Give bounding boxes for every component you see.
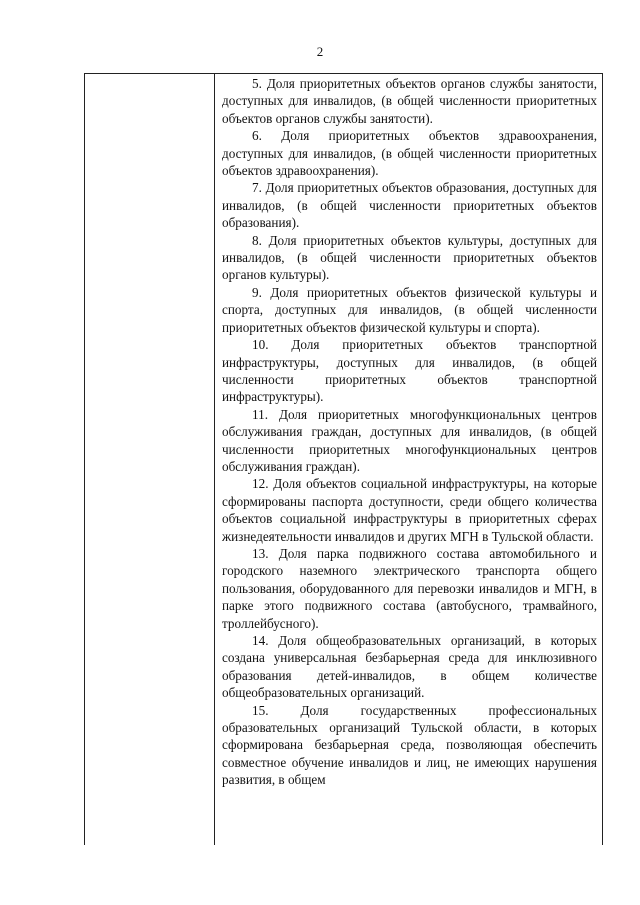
table-left-column [85, 74, 215, 845]
indicator-item: 9. Доля приоритетных объектов физической культуры и спорта, доступных для инвалидов, (в общей численности приоритетных объектов физической культуры и спорта). [222, 284, 597, 335]
page-number: 2 [316, 44, 324, 59]
indicator-item: 7. Доля приоритетных объектов образования, доступных для инвалидов, (в общей численности приоритетных объектов образования). [222, 180, 597, 231]
indicators-table [84, 73, 603, 845]
indicator-item: 15. Доля государственных профессиональных образовательных организаций Тульской области, в которых сформирована безбарьерная среда, позволяющая обеспечить совместное обучение инвалидов и лиц, не имеющих нарушения развития, в общем [222, 702, 597, 788]
indicator-item: 8. Доля приоритетных объектов культуры, доступных для инвалидов, (в общей численности приоритетных объектов органов культуры). [222, 232, 597, 283]
indicator-item: 10. Доля приоритетных объектов транспортной инфраструктуры, доступных для инвалидов, (в общей численности приоритетных объектов транспортной инфраструктуры). [222, 337, 597, 405]
indicator-item: 6. Доля приоритетных объектов здравоохранения, доступных для инвалидов, (в общей численности приоритетных объектов здравоохранения). [222, 128, 597, 179]
table-right-column [215, 74, 602, 845]
indicator-item: 11. Доля приоритетных многофункциональных центров обслуживания граждан, доступных для инвалидов, (в общей численности приоритетных многофункциональных центров обслуживания граждан). [222, 406, 597, 474]
indicator-item: 12. Доля объектов социальной инфраструктуры, на которые сформированы паспорта доступности, среди общего количества объектов социальной инфраструктуры в приоритетных сферах жизнедеятельности инвалидов и других МГН в Тульской области. [222, 476, 597, 544]
indicator-item: 5. Доля приоритетных объектов органов службы занятости, доступных для инвалидов, (в общей численности приоритетных объектов органов службы занятости). [222, 76, 597, 126]
indicator-item: 14. Доля общеобразовательных организаций, в которых создана универсальная безбарьерная среда для инклюзивного образования детей-инвалидов, в общем количестве общеобразовательных организаций. [222, 633, 597, 701]
indicator-item: 13. Доля парка подвижного состава автомобильного и городского наземного электрического транспорта общего пользования, оборудованного для перевозки инвалидов и МГН, в парке этого подвижного состава (автобусного, трамвайного, троллейбусного). [222, 545, 597, 631]
